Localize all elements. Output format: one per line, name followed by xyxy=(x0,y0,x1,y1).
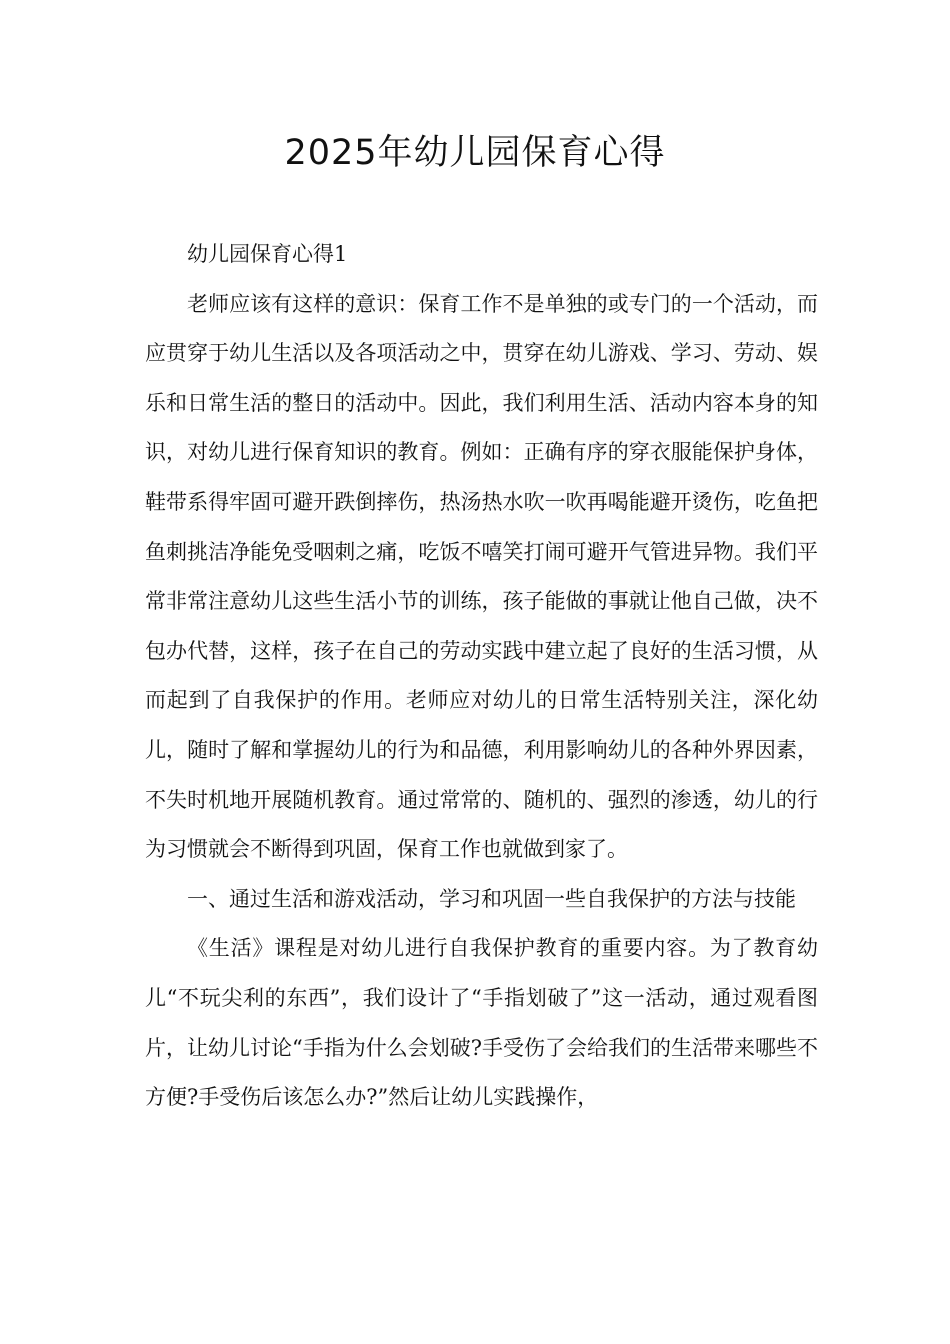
section-heading: 幼儿园保育心得1 xyxy=(187,242,348,266)
body-paragraph: 老师应该有这样的意识：保育工作不是单独的或专门的一个活动，而应贯穿于幼儿生活以及各项活动之中，贯穿在幼儿游戏、学习、劳动、娱乐和日常生活的整日的活动中。因此，我们利用生活、活动内容本身的知识，对幼儿进行保育知识的教育。例如：正确有序的穿衣服能保护身体，鞋带系得牢固可避开跌倒摔伤，热汤热水吹一吹再喝能避开烫伤，吃鱼把鱼刺挑洁净能免受咽刺之痛，吃饭不嘻笑打闹可避开气管进异物。我们平常非常注意幼儿这些生活小节的训练，孩子能做的事就让他自己做，决不包办代替，这样，孩子在自己的劳动实践中建立起了良好的生活习惯，从而起到了自我保护的作用。老师应对幼儿的日常生活特别关注，深化幼儿，随时了解和掌握幼儿的行为和品德，利用影响幼儿的各种外界因素，不失时机地开展随机教育。通过常常的、随机的、强烈的渗透，幼儿的行为习惯就会不断得到巩固，保育工作也就做到家了。 xyxy=(145,291,818,862)
document-body xyxy=(145,230,818,1123)
subsection-heading: 一、通过生活和游戏活动，学习和巩固一些自我保护的方法与技能 xyxy=(187,886,796,911)
body-paragraph: 《生活》课程是对幼儿进行自我保护教育的重要内容。为了教育幼儿“不玩尖利的东西”，我们设计了“手指划破了”这一活动，通过观看图片，让幼儿讨论“手指为什么会划破?手受伤了会给我们的生活带来哪些不方便?手受伤后该怎么办?”然后让幼儿实践操作， xyxy=(145,936,818,1110)
document-title: 2025年幼儿园保育心得 xyxy=(284,133,666,173)
